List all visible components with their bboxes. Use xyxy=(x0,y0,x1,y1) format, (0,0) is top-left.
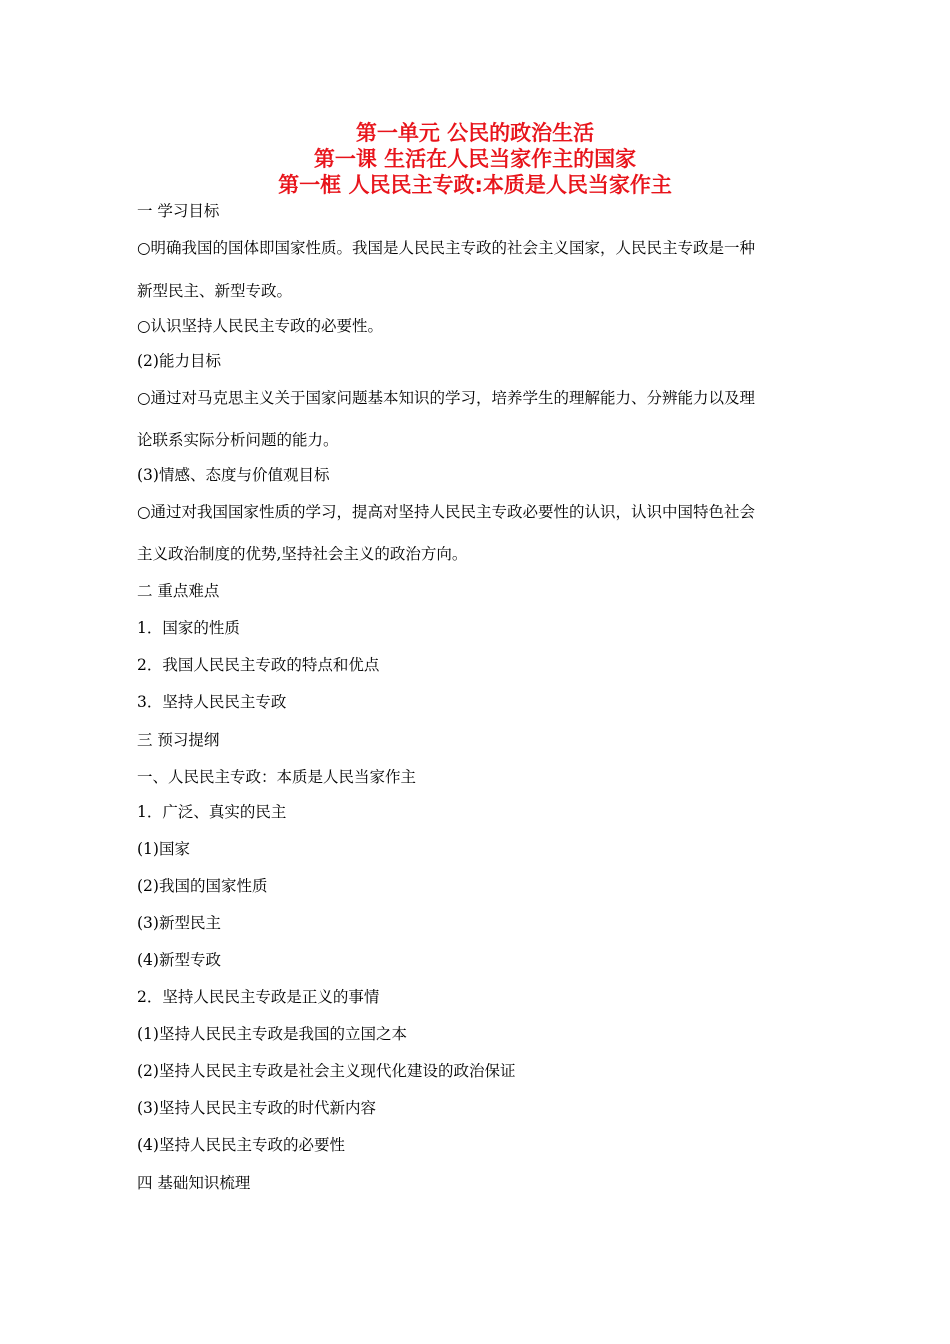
paragraph-line: 论联系实际分析问题的能力。 xyxy=(137,431,339,449)
list-item: (3)新型民主 xyxy=(137,914,221,932)
list-item: 2．我国人民民主专政的特点和优点 xyxy=(137,656,380,674)
paragraph-line: ○认识坚持人民民主专政的必要性。 xyxy=(137,317,384,335)
section-heading-key-points: 二 重点难点 xyxy=(137,582,220,600)
subheading-values-goals: (3)情感、态度与价值观目标 xyxy=(137,466,330,484)
frame-title: 第一框 人民民主专政:本质是人民当家作主 xyxy=(278,173,672,197)
list-item: 3．坚持人民民主专政 xyxy=(137,693,287,711)
section-heading-preview-outline: 三 预习提纲 xyxy=(137,731,220,749)
paragraph-line: ○明确我国的国体即国家性质。我国是人民民主专政的社会主义国家，人民民主专政是一种 xyxy=(137,239,756,257)
list-item: 2．坚持人民民主专政是正义的事情 xyxy=(137,988,380,1006)
section-heading-learning-goals: 一 学习目标 xyxy=(137,202,220,220)
list-item: (1)坚持人民民主专政是我国的立国之本 xyxy=(137,1025,407,1043)
paragraph-line: 主义政治制度的优势,坚持社会主义的政治方向。 xyxy=(137,545,468,563)
list-item: (2)坚持人民民主专政是社会主义现代化建设的政治保证 xyxy=(137,1062,516,1080)
document-title-block xyxy=(0,120,950,198)
paragraph-line: 新型民主、新型专政。 xyxy=(137,282,293,300)
lesson-title: 第一课 生活在人民当家作主的国家 xyxy=(313,147,637,171)
subheading-ability-goals: (2)能力目标 xyxy=(137,352,221,370)
list-item: 1．国家的性质 xyxy=(137,619,240,637)
list-item: (2)我国的国家性质 xyxy=(137,877,268,895)
list-item: (1)国家 xyxy=(137,840,190,858)
paragraph-line: ○通过对马克思主义关于国家问题基本知识的学习，培养学生的理解能力、分辨能力以及理 xyxy=(137,389,756,407)
list-item: 1．广泛、真实的民主 xyxy=(137,803,287,821)
unit-title: 第一单元 公民的政治生活 xyxy=(355,121,595,145)
list-item: (4)坚持人民民主专政的必要性 xyxy=(137,1136,345,1154)
outline-heading: 一、人民民主专政：本质是人民当家作主 xyxy=(137,768,417,786)
section-heading-basic-knowledge: 四 基础知识梳理 xyxy=(137,1174,251,1192)
list-item: (3)坚持人民民主专政的时代新内容 xyxy=(137,1099,376,1117)
list-item: (4)新型专政 xyxy=(137,951,221,969)
paragraph-line: ○通过对我国国家性质的学习，提高对坚持人民民主专政必要性的认识，认识中国特色社会 xyxy=(137,503,756,521)
